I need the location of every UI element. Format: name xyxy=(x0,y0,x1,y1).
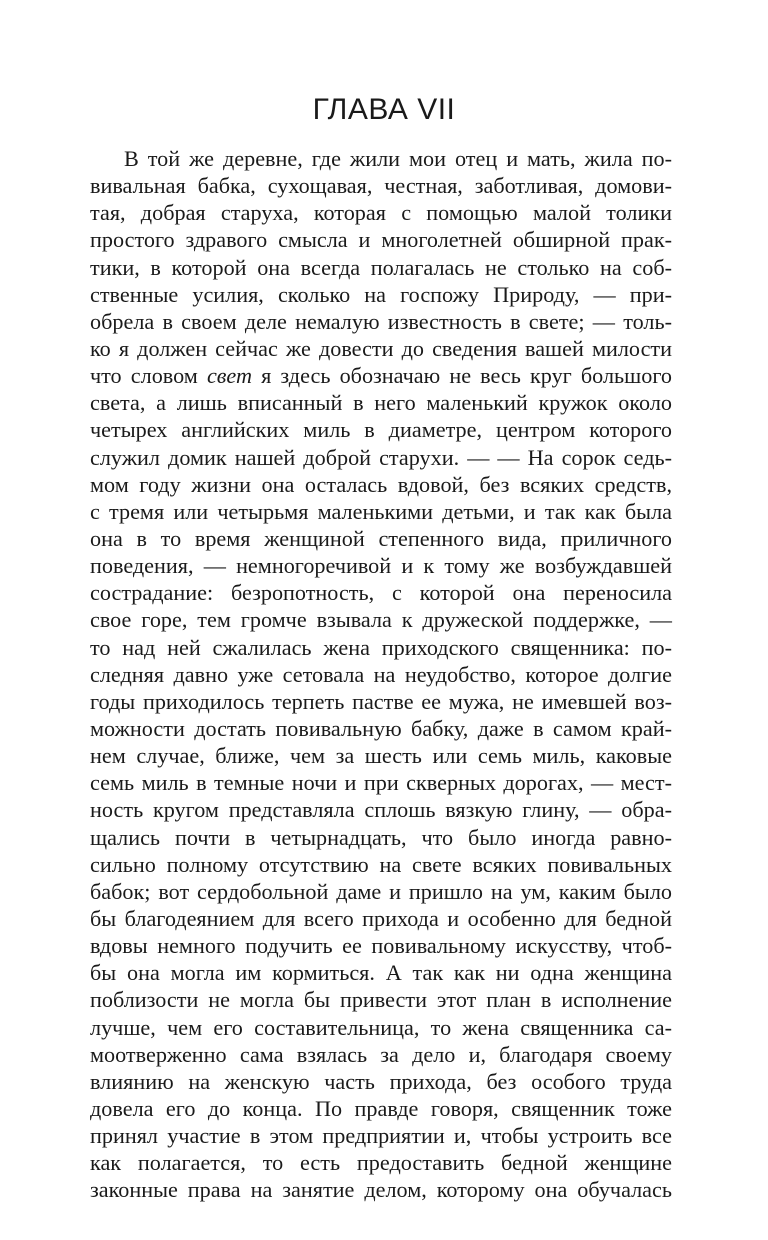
text-line: моотверженно сама взялась за дело и, благодаря своему xyxy=(90,1041,672,1067)
text-line: она в то время женщиной степенного вида, приличного xyxy=(90,525,672,551)
text-line: тая, добрая старуха, которая с помощью малой толики xyxy=(90,200,672,226)
text-line: простого здравого смысла и многолетней обширной прак- xyxy=(90,227,672,253)
text-line: бы благодеянием для всего прихода и особенно для бедной xyxy=(90,905,672,931)
text-line: поблизости не могла бы привести этот план в исполнение xyxy=(90,987,672,1013)
text-line: принял участие в этом предприятии и, чтобы устроить все xyxy=(90,1123,672,1149)
text-line: как полагается, то есть предоставить бедной женщине xyxy=(90,1150,672,1176)
text-line: ко я должен сейчас же довести до сведения вашей милости xyxy=(90,335,672,361)
text-line: служил домик нашей доброй старухи. — — На сорок седь- xyxy=(90,444,672,470)
text-line: мом году жизни она осталась вдовой, без всяких средств, xyxy=(90,471,672,497)
text-line: лучше, чем его составительница, то жена священника са- xyxy=(90,1014,672,1040)
text-line: следняя давно уже сетовала на неудобство, которое долгие xyxy=(90,661,672,687)
text-line: годы приходилось терпеть пастве ее мужа, не имевшей воз- xyxy=(90,688,672,714)
text-line: ность кругом представляла сплошь вязкую глину, — обра- xyxy=(90,797,672,823)
text-line: тики, в которой она всегда полагалась не столько на соб- xyxy=(90,254,672,280)
text-line: свое горе, тем громче взывала к дружеской поддержке, — xyxy=(90,607,672,633)
text-line: бы она могла им кормиться. А так как ни одна женщина xyxy=(90,960,672,986)
text-line: поведения, — немногоречивой и к тому же возбуждавшей xyxy=(90,553,672,579)
text-line: света, а лишь вписанный в него маленький кружок около xyxy=(90,390,672,416)
text-line: довела его до конца. По правде говоря, священник тоже xyxy=(90,1095,672,1121)
text-line: обрела в своем деле немалую известность в свете; — толь- xyxy=(90,308,672,334)
emphasized-word: свет xyxy=(206,363,252,389)
text-line: ственные усилия, сколько на госпожу Природу, — при- xyxy=(90,281,672,307)
text-line: четырех английских миль в диаметре, центром которого xyxy=(90,417,672,443)
text-line: щались почти в четырнадцать, что было иногда равно- xyxy=(90,824,672,850)
text-segment: что словом xyxy=(90,363,207,389)
text-line: с тремя или четырьмя маленькими детьми, и так как была xyxy=(90,498,672,524)
text-line: бабок; вот сердобольной даме и пришло на ум, каким было xyxy=(90,878,672,904)
chapter-text xyxy=(90,145,672,1203)
chapter-title: ГЛАВА VII xyxy=(312,93,456,126)
text-line: нем случае, ближе, чем за шесть или семь миль, каковые xyxy=(90,743,672,769)
text-line: влиянию на женскую часть прихода, без особого труда xyxy=(90,1068,672,1094)
text-line: можности достать повивальную бабку, даже в самом край- xyxy=(90,715,672,741)
text-line: то над ней сжалилась жена приходского священника: по- xyxy=(90,634,672,660)
text-line: В той же деревне, где жили мои отец и мать, жила по- xyxy=(124,146,672,171)
text-line: законные права на занятие делом, которому она обучалась xyxy=(90,1177,672,1203)
text-line-with-emphasis xyxy=(90,362,672,389)
text-segment: я здесь обозначаю не весь круг большого xyxy=(252,363,672,389)
text-line: вдовы немного подучить ее повивальному искусству, чтоб- xyxy=(90,933,672,959)
text-line: вивальная бабка, сухощавая, честная, заботливая, домови- xyxy=(90,173,672,199)
text-line: семь миль в темные ночи и при скверных дорогах, — мест- xyxy=(90,770,672,796)
text-line: сильно полному отсутствию на свете всяких повивальных xyxy=(90,851,672,877)
text-line: сострадание: безропотность, с которой она переносила xyxy=(90,580,672,606)
